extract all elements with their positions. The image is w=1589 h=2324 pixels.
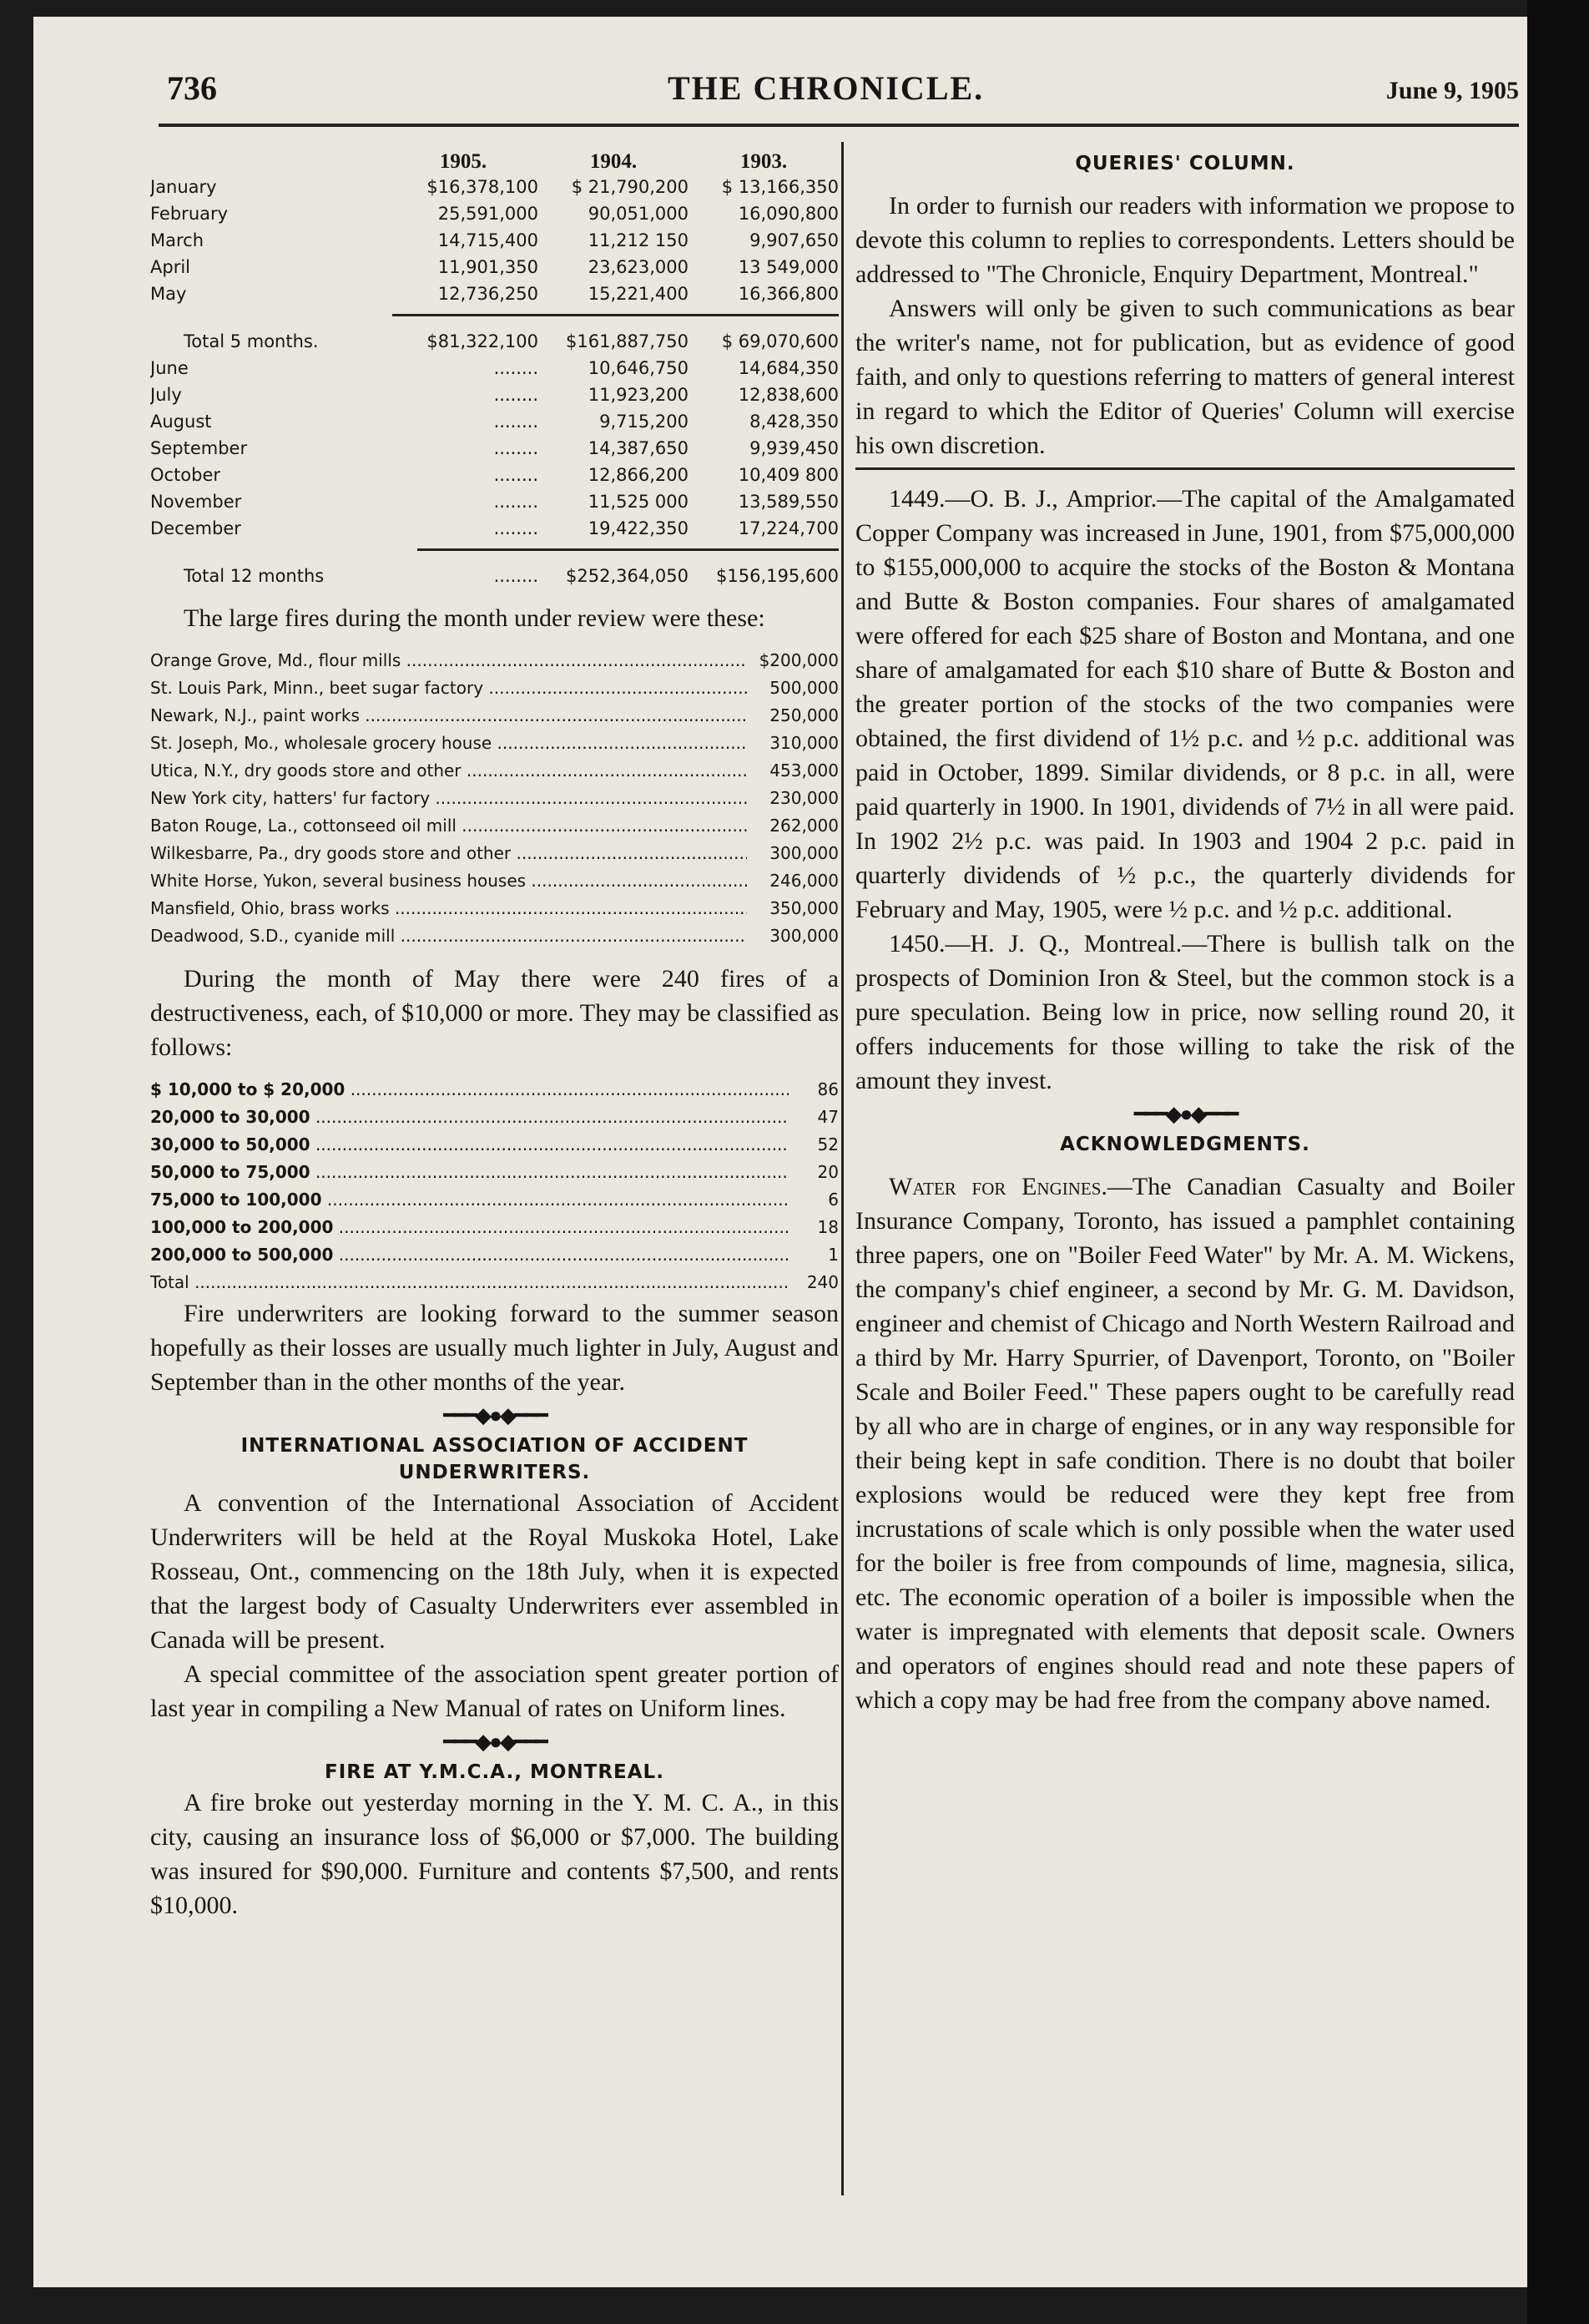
list-item xyxy=(150,1159,839,1186)
table-cell: ........ xyxy=(493,465,538,485)
fire-location: Wilkesbarre, Pa., dry goods store and other ..... xyxy=(150,840,747,867)
issue-date: June 9, 1905 xyxy=(1385,77,1519,104)
list-item xyxy=(150,1076,839,1104)
year-header: 1905. xyxy=(439,150,487,173)
queries-paragraph: Answers will only be given to such communications as bear the writer's name, not for publication, but as evidence of good faith, and only to questions referring to matters of general interest in regard to which the Editor of Queries' Column will exercise his own discretion. xyxy=(855,295,1515,459)
table-row xyxy=(150,280,839,307)
list-item xyxy=(150,1214,839,1241)
large-fires-list xyxy=(150,647,839,950)
left-column xyxy=(150,150,839,1922)
monthly-table-second xyxy=(150,355,839,542)
list-item xyxy=(150,647,839,674)
list-item xyxy=(150,895,839,922)
loss-range: 20,000 to 30,000 ..... xyxy=(150,1104,789,1131)
month-label: July xyxy=(150,385,182,405)
queries-paragraph: In order to furnish our readers with information we propose to devote this column to replies to correspondents. Letters should be addressed to "The Chronicle, Enquiry Department, Montreal." xyxy=(855,192,1515,288)
table-cell: 16,090,800 xyxy=(738,204,839,224)
table-cell: 25,591,000 xyxy=(437,204,538,224)
page-edge xyxy=(1527,0,1589,2324)
fire-location: New York city, hatters' fur factory ..... xyxy=(150,785,747,812)
list-item xyxy=(150,730,839,757)
loss-range: 50,000 to 75,000 ..... xyxy=(150,1159,789,1186)
fire-count: 6 xyxy=(828,1190,839,1210)
right-column xyxy=(855,150,1515,1717)
query-1449: 1449.—O. B. J., Amprior.—The capital of the Amalgamated Copper Company was increased in June, 1901, from $75,000,000 to $155,000,000 to acquire the stocks of the Boston & Montana and Butte & Boston companies. Four shares of amalgamated were offered for each $25 share of Boston and Montana, and one share of amalgamated for each $10 share of Butte & Boston and the greater portion of the stocks of the two companies were obtained, the first dividend of 1½ p.c. and ½ p.c. additional was paid in October, 1899. Similar dividends, or 8 p.c. in all, were paid quarterly in 1900. In 1901, dividends of 7½ in all were paid. In 1902 2½ p.c. was paid. In 1903 and 1904 2 p.c. paid in quarterly dividends of ½ p.c., the quarterly dividends for February and May, 1905, were ½ p.c. and ½ p.c. additional. xyxy=(855,485,1515,923)
table-cell: 9,907,650 xyxy=(749,230,839,250)
acknowledgments-paragraph xyxy=(855,1170,1515,1717)
fire-location: St. Louis Park, Minn., beet sugar factory ..... xyxy=(150,674,747,702)
ack-lead: Water for Engines. xyxy=(889,1173,1107,1200)
table-cell: ........ xyxy=(493,438,538,458)
table-year-headers xyxy=(150,150,839,174)
list-item xyxy=(150,1241,839,1269)
table-row xyxy=(150,515,839,542)
ymca-heading: FIRE AT Y.M.C.A., MONTREAL. xyxy=(325,1761,664,1783)
table-cell: 14,387,650 xyxy=(588,438,689,458)
month-label: December xyxy=(150,518,241,538)
fire-amount: 300,000 xyxy=(769,926,839,946)
table-row xyxy=(150,462,839,488)
list-item xyxy=(150,1186,839,1214)
month-label: August xyxy=(150,412,212,432)
fire-amount: $200,000 xyxy=(759,650,839,670)
fire-amount: 262,000 xyxy=(769,816,839,836)
table-row: Total 12 months ........ $252,364,050 $156,195,600 xyxy=(184,566,839,586)
list-item xyxy=(150,867,839,895)
publication-title: THE CHRONICLE. xyxy=(668,69,985,107)
loss-range: 75,000 to 100,000 ..... xyxy=(150,1186,789,1214)
fire-count: 20 xyxy=(817,1162,839,1182)
table-row xyxy=(150,254,839,280)
table-cell: 16,366,800 xyxy=(738,284,839,304)
table-cell: ........ xyxy=(493,358,538,378)
fire-count: 1 xyxy=(828,1245,839,1265)
table-row xyxy=(150,174,839,200)
month-label: October xyxy=(150,465,221,485)
list-item xyxy=(150,785,839,812)
table-cell: 11,525 000 xyxy=(588,492,689,512)
table-cell: 8,428,350 xyxy=(749,412,839,432)
iaau-paragraph: A convention of the International Association of Accident Underwriters will be held at the Royal Muskoka Hotel, Lake Rosseau, Ont., commencing on the 18th July, when it is expected that the largest body of Casualty Underwriters ever assembled in Canada will be present. xyxy=(150,1489,839,1654)
large-fires-intro: The large fires during the month under review were these: xyxy=(184,604,765,632)
classification-total: Total ..... 240 xyxy=(150,1269,839,1296)
table-cell: ........ xyxy=(493,385,538,405)
acknowledgments-heading: ACKNOWLEDGMENTS. xyxy=(1060,1134,1310,1155)
month-label: November xyxy=(150,492,242,512)
table-cell: $16,378,100 xyxy=(426,177,538,197)
list-item xyxy=(150,812,839,840)
header-rule xyxy=(159,124,1519,127)
table-row: Total 5 months. $81,322,100 $161,887,750 $ 69,070,600 xyxy=(184,331,839,351)
loss-range: 30,000 to 50,000 ..... xyxy=(150,1131,789,1159)
table-cell: 11,212 150 xyxy=(588,230,689,250)
ornament-divider: ━━━◆●◆━━━ xyxy=(443,1730,546,1754)
fire-location: White Horse, Yukon, several business houses ..... xyxy=(150,867,747,895)
fire-amount: 246,000 xyxy=(769,871,839,891)
table-row xyxy=(150,435,839,462)
table-cell: 17,224,700 xyxy=(738,518,839,538)
table-row xyxy=(150,488,839,515)
fire-count: 18 xyxy=(817,1217,839,1237)
table-row xyxy=(150,381,839,408)
fire-count: 52 xyxy=(817,1134,839,1154)
fire-amount: 500,000 xyxy=(769,678,839,698)
fire-location: Utica, N.Y., dry goods store and other ..... xyxy=(150,757,747,785)
fire-amount: 300,000 xyxy=(769,843,839,863)
fire-location: Deadwood, S.D., cyanide mill ..... xyxy=(150,922,747,950)
section-rule xyxy=(855,462,1515,470)
fire-amount: 250,000 xyxy=(769,705,839,725)
fire-amount: 350,000 xyxy=(769,898,839,918)
table-cell: 14,715,400 xyxy=(437,230,538,250)
table-cell: 9,715,200 xyxy=(599,412,689,432)
fire-location: Newark, N.J., paint works ..... xyxy=(150,702,747,730)
queries-heading: QUERIES' COLUMN. xyxy=(1075,153,1295,174)
fire-count: 47 xyxy=(817,1107,839,1127)
month-label: April xyxy=(150,257,190,277)
table-cell: 90,051,000 xyxy=(588,204,689,224)
table-cell: 23,623,000 xyxy=(588,257,689,277)
month-label: March xyxy=(150,230,204,250)
table-cell: 15,221,400 xyxy=(588,284,689,304)
month-label: September xyxy=(150,438,248,458)
ack-body: —The Canadian Casualty and Boiler Insurance Company, Toronto, has issued a pamphlet containing three papers, one on "Boiler Feed Water" by Mr. A. M. Wickens, the company's chief engineer, a second by Mr. G. M. Davidson, engineer and chemist of Chicago and North Western Railroad and a third by Mr. Harry Spurrier, of Davenport, Toronto, on "Boiler Scale and Boiler Feed." These papers ought to be carefully read by all who are in charge of engines, or in any way responsible for their being kept in safe condition. There is no doubt that boiler explosions would be reduced were they kept free from incrustations of scale which is only possible when the water used for the boiler is free from compounds of lime, magnesia, silica, etc. The economic operation of a boiler is impossible when the water is impregnated with elements that deposit scale. Owners and operators of engines should read and note these papers of which a copy may be had free from the company above named. xyxy=(855,1173,1515,1714)
month-label: May xyxy=(150,284,187,304)
query-1450: 1450.—H. J. Q., Montreal.—There is bullish talk on the prospects of Dominion Iron & Steel, but the common stock is a pure speculation. Being low in price, now selling round 20, it offers inducements for those willing to take the risk of the amount they invest. xyxy=(855,930,1515,1094)
iaau-paragraph: A special committee of the association spent greater portion of last year in compiling a New Manual of rates on Uniform lines. xyxy=(150,1660,839,1722)
list-item xyxy=(150,922,839,950)
year-header: 1904. xyxy=(589,150,638,173)
table-cell: ........ xyxy=(493,412,538,432)
fire-location: St. Joseph, Mo., wholesale grocery house ..... xyxy=(150,730,747,757)
table-cell: $ 21,790,200 xyxy=(571,177,689,197)
list-item xyxy=(150,674,839,702)
month-label: February xyxy=(150,204,229,224)
fire-amount: 230,000 xyxy=(769,788,839,808)
month-label: January xyxy=(150,177,217,197)
list-item xyxy=(150,840,839,867)
fire-amount: 453,000 xyxy=(769,760,839,781)
ornament-divider: ━━━◆●◆━━━ xyxy=(443,1403,546,1427)
table-cell: 12,736,250 xyxy=(437,284,538,304)
table-row xyxy=(150,200,839,227)
table-cell: 13 549,000 xyxy=(738,257,839,277)
table-cell: 11,901,350 xyxy=(437,257,538,277)
table-cell: 13,589,550 xyxy=(738,492,839,512)
underwriters-paragraph: Fire underwriters are looking forward to the summer season hopefully as their losses are usually much lighter in July, August and September than in the other months of the year. xyxy=(150,1300,839,1396)
ornament-divider: ━━━◆●◆━━━ xyxy=(1133,1102,1237,1126)
table-cell: 12,866,200 xyxy=(588,465,689,485)
table-cell: $ 13,166,350 xyxy=(721,177,839,197)
table-rule xyxy=(392,314,839,316)
table-cell: 10,646,750 xyxy=(588,358,689,378)
list-item xyxy=(150,1104,839,1131)
table-cell: 14,684,350 xyxy=(738,358,839,378)
column-rule xyxy=(841,142,844,2195)
table-cell: ........ xyxy=(493,492,538,512)
may-fires-intro: During the month of May there were 240 fires of a destructiveness, each, of $10,000 or more. They may be classified as follows: xyxy=(150,965,839,1061)
table-row xyxy=(150,408,839,435)
fire-location: Mansfield, Ohio, brass works ..... xyxy=(150,895,747,922)
newspaper-page xyxy=(33,17,1527,2287)
month-label: June xyxy=(150,358,189,378)
year-header: 1903. xyxy=(739,150,788,173)
loss-range: $ 10,000 to $ 20,000 ..... xyxy=(150,1076,789,1104)
table-row xyxy=(150,227,839,254)
fire-location: Orange Grove, Md., flour mills ..... xyxy=(150,647,747,674)
fire-location: Baton Rouge, La., cottonseed oil mill ..... xyxy=(150,812,747,840)
table-cell: 12,838,600 xyxy=(738,385,839,405)
page-number: 736 xyxy=(167,69,217,107)
iaau-heading: INTERNATIONAL ASSOCIATION OF ACCIDENT UNDERWRITERS. xyxy=(240,1435,749,1483)
loss-range: 100,000 to 200,000 ..... xyxy=(150,1214,789,1241)
table-cell: 19,422,350 xyxy=(588,518,689,538)
list-item xyxy=(150,1131,839,1159)
table-cell: 10,409 800 xyxy=(738,465,839,485)
monthly-table-first xyxy=(150,174,839,307)
ymca-paragraph: A fire broke out yesterday morning in the Y. M. C. A., in this city, causing an insurance loss of $6,000 or $7,000. The building was insured for $90,000. Furniture and contents $7,500, and rents $10,000. xyxy=(150,1789,839,1919)
loss-range: 200,000 to 500,000 ..... xyxy=(150,1241,789,1269)
list-item xyxy=(150,757,839,785)
list-item xyxy=(150,702,839,730)
table-row xyxy=(150,355,839,381)
table-cell: ........ xyxy=(493,518,538,538)
table-rule xyxy=(417,548,839,551)
fire-classification-list xyxy=(150,1076,839,1269)
table-cell: 11,923,200 xyxy=(588,385,689,405)
fire-amount: 310,000 xyxy=(769,733,839,753)
fire-count: 86 xyxy=(817,1079,839,1099)
table-cell: 9,939,450 xyxy=(749,438,839,458)
